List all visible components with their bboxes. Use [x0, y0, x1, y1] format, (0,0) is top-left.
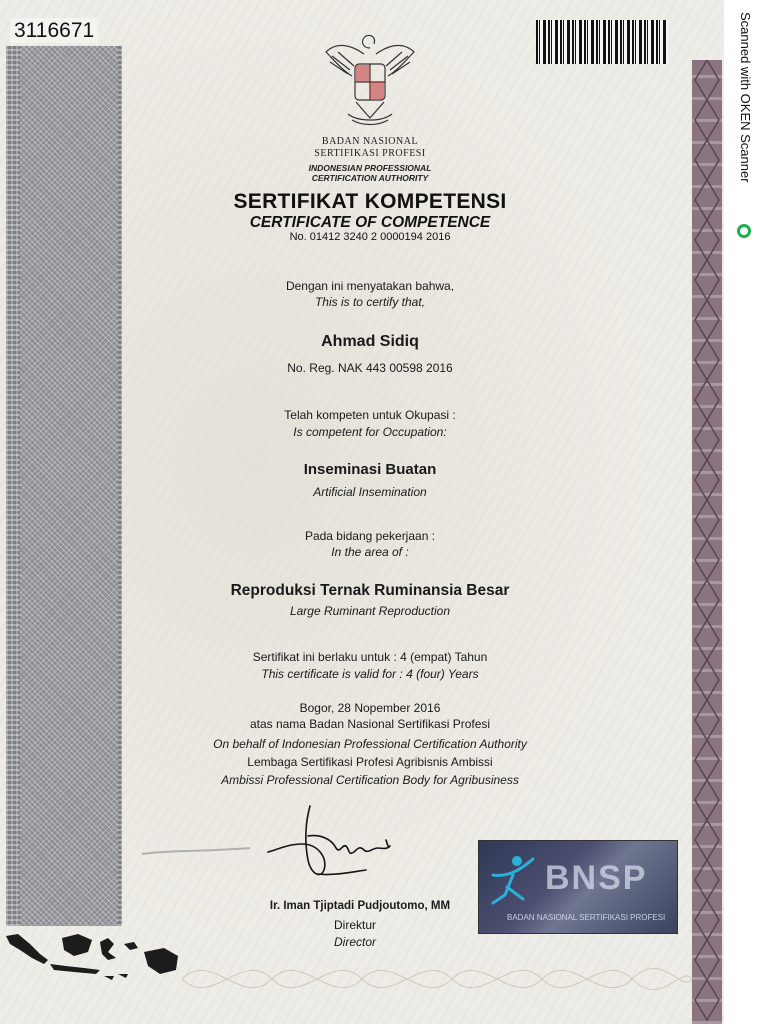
security-border-right — [692, 60, 722, 1024]
issuer-name-id: BADAN NASIONAL SERTIFIKASI PROFESI — [314, 136, 426, 159]
indonesia-map-icon — [4, 930, 180, 1000]
validity-id: Sertifikat ini berlaku untuk : 4 (empat) Tahun — [252, 650, 488, 664]
area-intro-en: In the area of : — [331, 545, 409, 559]
certify-statement-id: Dengan ini menyatakan bahwa, — [285, 279, 455, 293]
certification-body-id: Lembaga Sertifikasi Profesi Agribisnis Ambissi — [247, 755, 493, 769]
behalf-statement-en: On behalf of Indonesian Professional Certification Authority — [213, 737, 527, 751]
occupation-name: Inseminasi Buatan — [303, 461, 437, 478]
signature-icon — [262, 800, 402, 888]
signer-name: Ir. Iman Tjiptadi Pudjoutomo, MM — [269, 900, 451, 912]
certification-body-en: Ambissi Professional Certification Body for Agribusiness — [221, 773, 519, 787]
occupation-name-en: Artificial Insemination — [313, 485, 427, 499]
serial-number: 3116671 — [10, 18, 98, 43]
occupation-intro-en: Is competent for Occupation: — [293, 425, 447, 439]
certificate-subtitle: CERTIFICATE OF COMPETENCE — [249, 214, 491, 231]
issuer-name-en: INDONESIAN PROFESSIONAL CERTIFICATION AUTHORITY — [308, 163, 432, 183]
certify-statement-en: This is to certify that, — [314, 295, 426, 309]
bnsp-logo-icon — [487, 851, 539, 907]
barcode — [536, 20, 668, 64]
garuda-emblem-icon — [322, 30, 418, 134]
registration-number: No. Reg. NAK 443 00598 2016 — [287, 361, 453, 375]
bnsp-caption: BADAN NASIONAL SERTIFIKASI PROFESI — [507, 913, 666, 922]
signer-title-en: Director — [333, 935, 376, 949]
security-pattern-left — [6, 46, 122, 926]
certificate-title: SERTIFIKAT KOMPETENSI — [233, 190, 507, 213]
guilloche-pattern — [182, 944, 692, 1014]
scanner-watermark — [731, 12, 759, 242]
bnsp-logo-text: BNSP — [545, 859, 648, 897]
area-intro-id: Pada bidang pekerjaan : — [304, 529, 436, 543]
issue-place-date: Bogor, 28 Nopember 2016 — [299, 701, 441, 715]
validity-en: This certificate is valid for : 4 (four) Years — [261, 667, 479, 681]
area-name-en: Large Ruminant Reproduction — [289, 604, 451, 618]
holder-name: Ahmad Sidiq — [321, 333, 419, 350]
scanner-logo-icon — [737, 224, 751, 238]
behalf-statement-id: atas nama Badan Nasional Sertifikasi Profesi — [249, 717, 491, 731]
seal-stamp-icon — [140, 832, 280, 872]
certificate-number: No. 01412 3240 2 0000194 2016 — [289, 231, 451, 243]
bnsp-hologram — [478, 840, 678, 934]
signer-title-id: Direktur — [333, 918, 376, 932]
occupation-intro-id: Telah kompeten untuk Okupasi : — [284, 408, 456, 422]
area-name: Reproduksi Ternak Ruminansia Besar — [230, 582, 510, 599]
scanner-watermark-text: Scanned with OKEN Scanner — [738, 12, 753, 183]
